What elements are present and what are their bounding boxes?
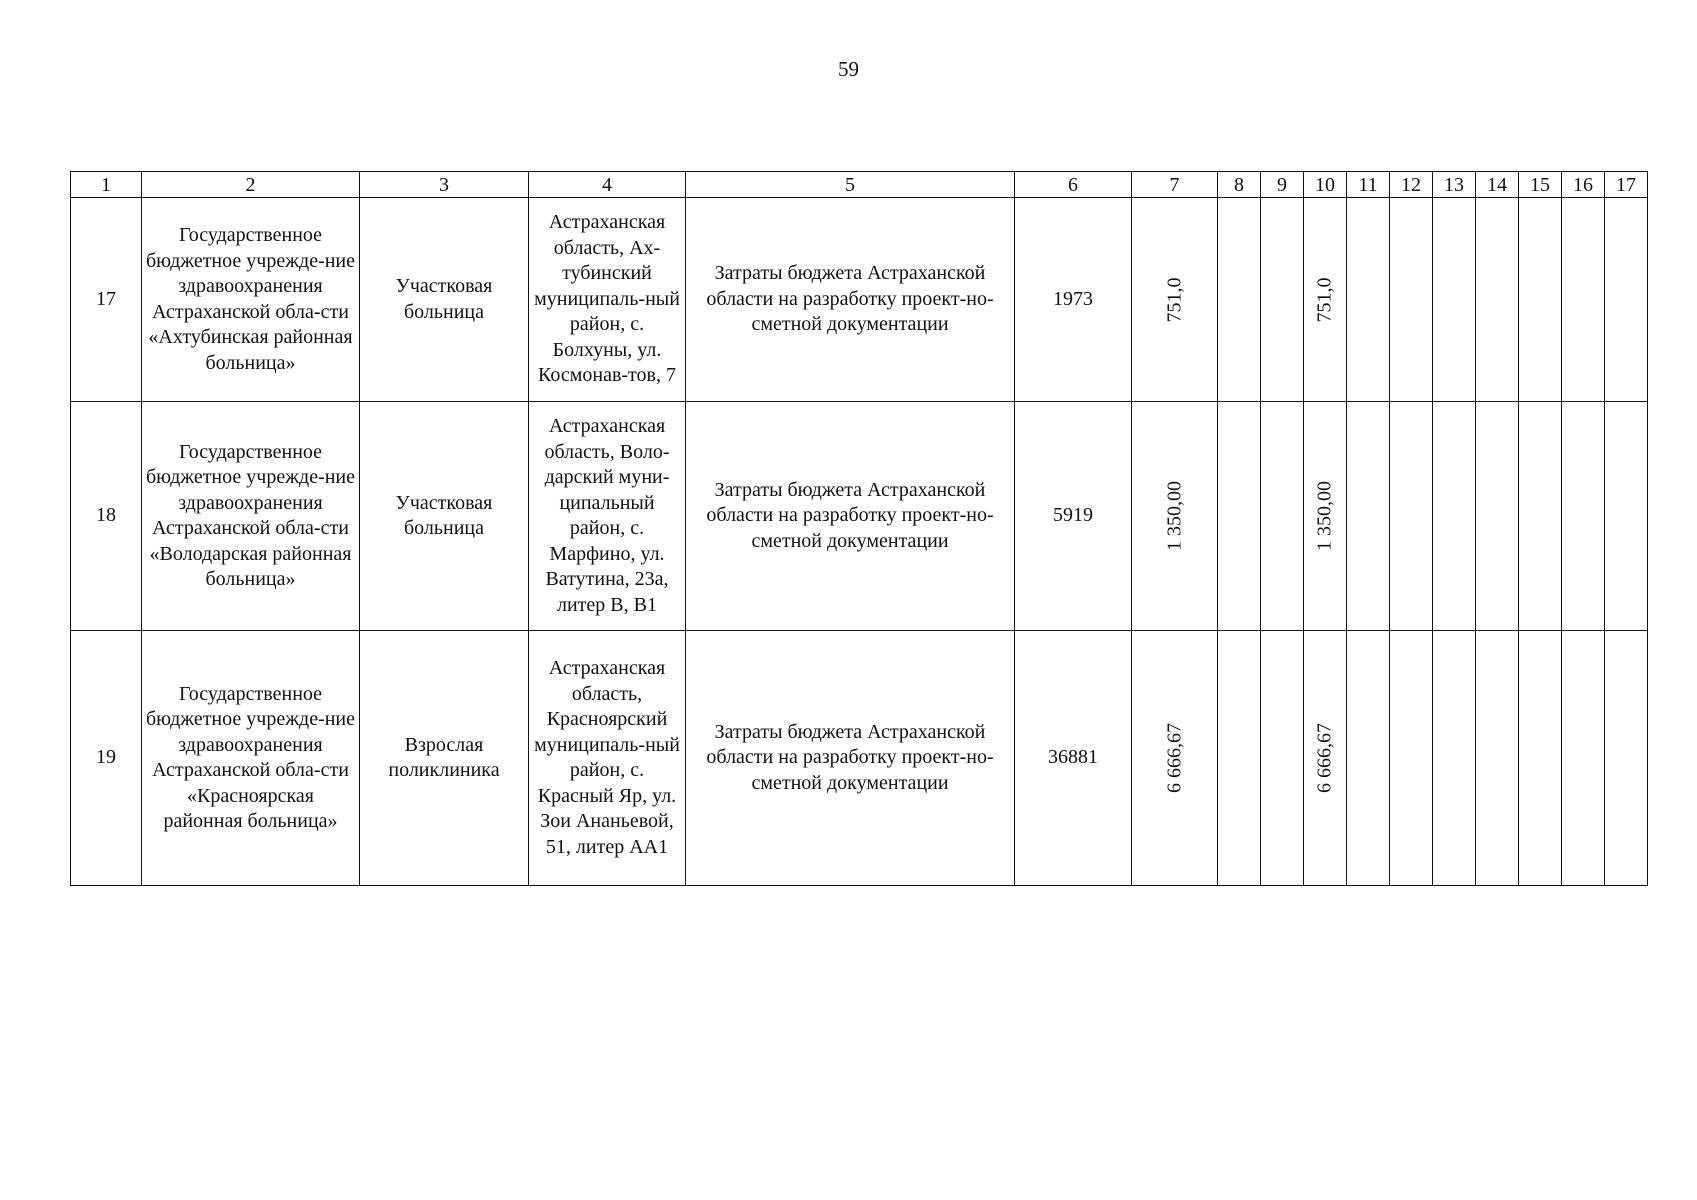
empty-cell [1605,402,1648,631]
costs-description-cell: Затраты бюджета Астраханской области на разработку проект-но-сметной документации [686,631,1015,886]
empty-cell [1390,631,1433,886]
col10-value-cell [1304,402,1347,631]
column-header: 7 [1132,172,1218,198]
empty-cell [1390,198,1433,402]
column-header: 10 [1304,172,1347,198]
empty-cell [1347,198,1390,402]
institution-cell: Государственное бюджетное учрежде-ние здравоохранения Астраханской обла-сти «Ахтубинская районная больница» [142,198,360,402]
table-row [71,402,1648,631]
column-header: 17 [1605,172,1648,198]
empty-cell [1562,631,1605,886]
address-cell: Астраханская область, Воло-дарский муни-ципальный район, с. Марфино, ул. Ватутина, 23а, литер В, В1 [529,402,686,631]
costs-description-cell: Затраты бюджета Астраханской области на разработку проект-но-сметной документации [686,402,1015,631]
empty-cell [1476,402,1519,631]
col6-value-cell: 5919 [1015,402,1132,631]
empty-cell [1433,402,1476,631]
column-header: 4 [529,172,686,198]
empty-cell [1433,631,1476,886]
column-header: 2 [142,172,360,198]
empty-cell [1218,631,1261,886]
col7-value-cell [1132,631,1218,886]
empty-cell [1261,198,1304,402]
empty-cell [1519,631,1562,886]
institution-cell: Государственное бюджетное учрежде-ние здравоохранения Астраханской обла-сти «Володарская районная больница» [142,402,360,631]
column-header: 6 [1015,172,1132,198]
empty-cell [1476,198,1519,402]
col6-value-cell: 36881 [1015,631,1132,886]
row-number-cell: 19 [71,631,142,886]
column-header: 11 [1347,172,1390,198]
column-header: 14 [1476,172,1519,198]
facility-type-cell: Участковая больница [360,198,529,402]
empty-cell [1261,402,1304,631]
institution-cell: Государственное бюджетное учрежде-ние здравоохранения Астраханской обла-сти «Красноярская районная больница» [142,631,360,886]
address-cell: Астраханская область, Красноярский муниципаль-ный район, с. Красный Яр, ул. Зои Ананьевой, 51, литер АА1 [529,631,686,886]
table-row [71,631,1648,886]
col10-value: 751,0 [1313,277,1336,322]
col10-value-cell [1304,631,1347,886]
empty-cell [1605,631,1648,886]
table-header-row [71,172,1648,198]
table-row [71,198,1648,402]
col7-value-cell [1132,198,1218,402]
facility-type-cell: Участковая больница [360,402,529,631]
empty-cell [1390,402,1433,631]
costs-description-cell: Затраты бюджета Астраханской области на разработку проект-но-сметной документации [686,198,1015,402]
page-number: 59 [838,57,859,81]
empty-cell [1347,631,1390,886]
empty-cell [1519,198,1562,402]
row-number-cell: 18 [71,402,142,631]
budget-table [70,171,1648,886]
col7-value-cell [1132,402,1218,631]
column-header: 1 [71,172,142,198]
column-header: 5 [686,172,1015,198]
col10-value: 1 350,00 [1313,481,1336,551]
column-header: 12 [1390,172,1433,198]
col10-value-cell [1304,198,1347,402]
column-header: 3 [360,172,529,198]
empty-cell [1347,402,1390,631]
column-header: 9 [1261,172,1304,198]
empty-cell [1519,402,1562,631]
col7-value: 751,0 [1162,277,1185,322]
address-cell: Астраханская область, Ах-тубинский муниципаль-ный район, с. Болхуны, ул. Космонав-тов, 7 [529,198,686,402]
column-header: 15 [1519,172,1562,198]
empty-cell [1218,402,1261,631]
col10-value: 6 666,67 [1313,723,1336,793]
column-header: 16 [1562,172,1605,198]
col6-value-cell: 1973 [1015,198,1132,402]
column-header: 13 [1433,172,1476,198]
empty-cell [1605,198,1648,402]
empty-cell [1562,402,1605,631]
empty-cell [1433,198,1476,402]
empty-cell [1562,198,1605,402]
col7-value: 6 666,67 [1162,723,1185,793]
row-number-cell: 17 [71,198,142,402]
column-header: 8 [1218,172,1261,198]
col7-value: 1 350,00 [1162,481,1185,551]
empty-cell [1218,198,1261,402]
facility-type-cell: Взрослая поликлиника [360,631,529,886]
empty-cell [1261,631,1304,886]
empty-cell [1476,631,1519,886]
